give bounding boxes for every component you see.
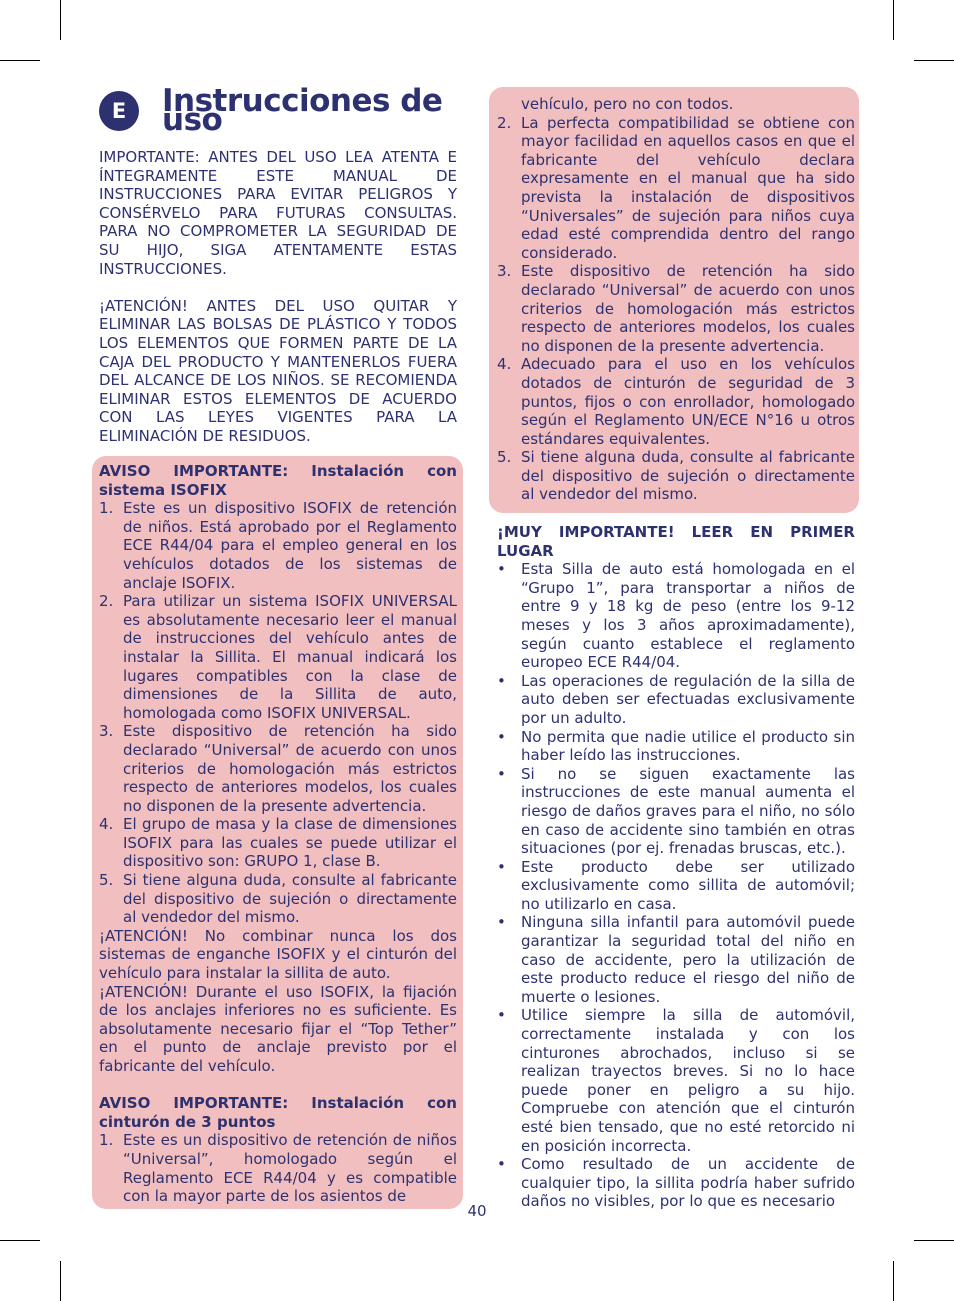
list-item	[497, 728, 855, 765]
list-text: Las operaciones de regulación de la silla de auto deben ser efectuadas exclusivamente por un adulto.	[521, 671, 855, 727]
isofix-warning-combine: ¡ATENCIÓN! No combinar nunca los dos sistemas de enganche ISOFIX y el cinturón del vehículo para instalar la sillita de auto.	[99, 926, 457, 983]
list-number: 4.	[99, 815, 114, 834]
belt-section-continued	[497, 95, 855, 504]
crop-mark	[0, 60, 40, 61]
left-column	[99, 83, 457, 446]
list-item	[497, 448, 855, 504]
crop-mark	[914, 1240, 954, 1241]
list-item	[497, 1006, 855, 1155]
list-text: Si tiene alguna duda, consulte al fabricante del dispositivo de sujeción o directamente al vendedor del mismo.	[123, 871, 457, 927]
list-item	[497, 114, 855, 263]
bullet: •	[497, 560, 506, 579]
belt-list-continued	[497, 95, 855, 504]
list-item	[497, 672, 855, 728]
list-item	[497, 560, 855, 672]
list-text: Este dispositivo de retención ha sido declarado “Universal” de acuerdo con unos criterios de homologación más estrictos respecto de anteriores modelos, los cuales no disponen de la presente advertencia.	[521, 262, 855, 355]
list-text: vehículo, pero no con todos.	[521, 95, 734, 113]
list-text: Esta Silla de auto está homologada en el “Grupo 1”, para transportar a niños de entre 9 y 18 kg de peso (entre los 9-12 meses y los 3 años aproximadamente), según cuanto establece el reglamento europeo ECE R44/04.	[521, 560, 855, 672]
list-text: Este producto debe ser utilizado exclusivamente como sillita de automóvil; no utilizarlo en casa.	[521, 857, 855, 913]
isofix-list	[99, 499, 457, 927]
list-item	[99, 871, 457, 927]
list-text: Como resultado de un accidente de cualquier tipo, la sillita podría haber sufrido daños no visibles, por lo que es necesario	[521, 1155, 855, 1211]
crop-mark	[0, 1240, 40, 1241]
list-item	[497, 355, 855, 448]
crop-mark	[914, 60, 954, 61]
list-number: 1.	[99, 499, 114, 518]
important-list	[497, 560, 855, 1211]
list-number: 5.	[497, 448, 512, 467]
crop-mark	[60, 0, 61, 40]
list-text: Adecuado para el uso en los vehículos dotados de cinturón de seguridad de 3 puntos, fijos o con enrollador, homologado según el Reglamento UN/ECE N°16 u otros estándares equivalentes.	[521, 355, 855, 448]
bullet: •	[497, 1155, 506, 1174]
bullet: •	[497, 857, 506, 876]
list-text: Si no se siguen exactamente las instrucciones de este manual aumenta el riesgo de daños graves para el niño, no sólo en caso de accidente sino también en otras situaciones (por ej. frenadas bruscas, etc.).	[521, 764, 855, 858]
language-badge: E	[99, 91, 139, 131]
list-text: Este es un dispositivo de retención de niños “Universal”, homologado según el Reglamento ECE R44/04 y es compatible con la mayor parte de los asientos de	[123, 1131, 457, 1206]
list-text: No permita que nadie utilice el producto sin haber leído las instrucciones.	[521, 727, 855, 765]
list-number: 5.	[99, 871, 114, 890]
belt-heading: AVISO IMPORTANTE: Instalación con cinturón de 3 puntos	[99, 1094, 457, 1131]
crop-mark	[60, 1261, 61, 1301]
list-text: La perfecta compatibilidad se obtiene con mayor facilidad en aquellos casos en que el fabricante del vehículo declara expresamente en el manual que ha sido prevista la instalación de dispositivos “Universales” de sujeción para niños cuya edad esté comprendida dentro del rango considerado.	[521, 113, 855, 262]
crop-mark	[893, 0, 894, 40]
list-item	[497, 765, 855, 858]
important-section	[497, 523, 855, 1211]
page-number: 40	[467, 1202, 487, 1220]
list-item	[497, 95, 855, 114]
list-item	[99, 592, 457, 722]
list-item	[99, 1131, 457, 1205]
list-number: 2.	[497, 113, 512, 132]
bullet: •	[497, 727, 506, 746]
list-item	[99, 499, 457, 592]
list-text: El grupo de masa y la clase de dimensiones ISOFIX para las cuales se puede utilizar el dispositivo son: GRUPO 1, clase B.	[123, 815, 457, 871]
important-heading: ¡MUY IMPORTANTE! LEER EN PRIMER LUGAR	[497, 523, 855, 560]
list-number: 4.	[497, 355, 512, 374]
list-text: Si tiene alguna duda, consulte al fabricante del dispositivo de sujeción o directamente al vendedor del mismo.	[521, 448, 855, 504]
page-title: Instrucciones de uso	[162, 83, 443, 138]
list-number: 3.	[99, 722, 114, 741]
bullet: •	[497, 1006, 506, 1025]
list-item	[497, 262, 855, 355]
list-item	[99, 815, 457, 871]
isofix-warning-top-tether: ¡ATENCIÓN! Durante el uso ISOFIX, la fijación de los anclajes inferiores no es suficiente. Es absolutamente necesario fijar el “Top Tether” en el punto de anclaje previsto por el fabricante del vehículo.	[99, 982, 457, 1075]
title-row	[99, 83, 457, 138]
list-item	[99, 722, 457, 815]
isofix-section	[99, 462, 457, 1206]
attention-notice: ¡ATENCIÓN! ANTES DEL USO QUITAR Y ELIMINAR LAS BOLSAS DE PLÁSTICO Y TODOS LOS ELEMENTOS QUE FORMEN PARTE DE LA CAJA DEL PRODUCTO Y MANTENERLOS FUERA DEL ALCANCE DE LOS NIÑOS. SE RECOMIENDA ELIMINAR ESTOS ELEMENTOS DE ACUERDO CON LAS LEYES VIGENTES PARA LA ELIMINACIÓN DE RESIDUOS.	[99, 296, 457, 445]
bullet: •	[497, 671, 506, 690]
list-item	[497, 858, 855, 914]
list-text: Este es un dispositivo ISOFIX de retención de niños. Está aprobado por el Reglamento ECE R44/04 para el empleo general en los vehículos dotados de los sistemas de anclaje ISOFIX.	[123, 499, 457, 592]
belt-list	[99, 1131, 457, 1205]
list-text: Ninguna silla infantil para automóvil puede garantizar la seguridad total del niño en caso de accidente, pero la utilización de este producto reduce el riesgo del niño de muerte o lesiones.	[521, 913, 855, 1006]
bullet: •	[497, 764, 506, 783]
crop-mark	[893, 1261, 894, 1301]
bullet: •	[497, 913, 506, 932]
important-notice: IMPORTANTE: ANTES DEL USO LEA ATENTA E ÍNTEGRAMENTE ESTE MANUAL DE INSTRUCCIONES PARA EVITAR PELIGROS Y CONSÉRVELO PARA FUTURAS CONSULTAS. PARA NO COMPROMETER LA SEGURIDAD DE SU HIJO, SIGA ATENTAMENTE ESTAS INSTRUCCIONES.	[99, 148, 457, 278]
list-item	[497, 913, 855, 1006]
list-number: 3.	[497, 262, 512, 281]
list-text: Para utilizar un sistema ISOFIX UNIVERSAL es absolutamente necesario leer el manual de instrucciones del vehículo antes de instalar la Sillita. El manual indicará los lugares compatibles con la clase de dimensiones de la Sillita de auto, homologada como ISOFIX UNIVERSAL.	[123, 592, 457, 722]
isofix-heading: AVISO IMPORTANTE: Instalación con sistema ISOFIX	[99, 462, 457, 499]
list-number: 2.	[99, 592, 114, 611]
list-text: Utilice siempre la silla de automóvil, correctamente instalada y con los cinturones abrochados, incluso si se realizan trayectos breves. Si no lo hace puede poner en peligro a su hijo. Compruebe con atención que el cinturón esté bien tensado, que no esté retorcido ni en posición incorrecta.	[521, 1006, 855, 1155]
list-number: 1.	[99, 1131, 114, 1150]
list-text: Este dispositivo de retención ha sido declarado “Universal” de acuerdo con unos criterios de homologación más estrictos respecto de anteriores modelos, los cuales no disponen de la presente advertencia.	[123, 722, 457, 815]
